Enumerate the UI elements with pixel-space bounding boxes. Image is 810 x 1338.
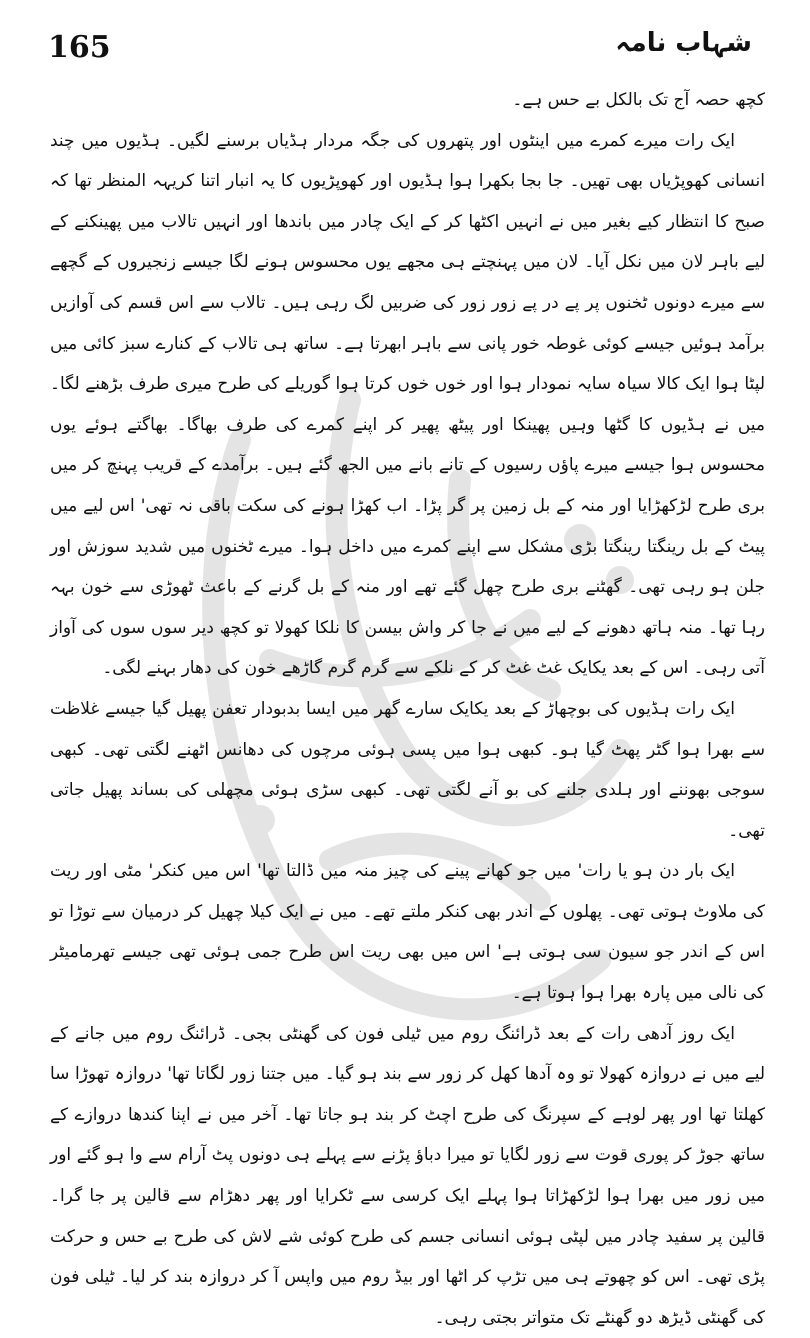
paragraph: ایک بار دن ہو یا رات' میں جو کھانے پینے کی چیز منہ میں ڈالتا تھا' اس میں کنکر' مٹی اور ریت کی ملاوٹ ہوتی تھی۔ پھلوں کے اندر بھی کنکر ملتے تھے۔ میں نے ایک کیلا چھیل کر درمیان سے توڑا تو اس کے اندر جو سیون سی ہوتی ہے' اس میں بھی ریت اس طرح جمی ہوئی تھی جیسے تھرمامیٹر کی نالی میں پارہ بھرا ہوا ہوتا ہے۔ [50,861,765,1004]
paragraph: ایک روز آدھی رات کے بعد ڈرائنگ روم میں ٹیلی فون کی گھنٹی بجی۔ ڈرائنگ روم میں جانے کے لیے میں نے دروازہ کھولا تو وہ آدھا کھل کر زور سے بند ہو گیا۔ میں جتنا زور لگاتا تھا' دروازہ تھوڑا سا کھلتا تھا اور پھر لوہے کے سپرنگ کی طرح اچٹ کر بند ہو جاتا تھا۔ آخر میں نے اپنا کندھا دروازے کے ساتھ جوڑ کر پوری قوت سے زور لگایا تو میرا دباؤ پڑنے سے پہلے ہی دونوں پٹ آرام سے وا ہو گئے اور میں زور میں بھرا ہوا لڑکھڑاتا ہوا پہلے ایک کرسی سے ٹکرایا اور پھر دھڑام سے قالین پر جا گرا۔ قالین پر سفید چادر میں لپٹی ہوئی انسانی جسم کی طرح کوئی شے لاش کی طرح بے حس و حرکت پڑی تھی۔ اس کو چھوتے ہی میں تڑپ کر اٹھا اور بیڈ روم میں واپس آ کر دروازہ بند کر لیا۔ ٹیلی فون کی گھنٹی ڈیڑھ دو گھنٹے تک متواتر بجتی رہی۔ [50,1023,765,1328]
paragraph: ایک رات ہڈیوں کی بوچھاڑ کے بعد یکایک سارے گھر میں ایسا بدبودار تعفن پھیل گیا جیسے غلاظت سے بھرا ہوا گٹر پھٹ گیا ہو۔ کبھی ہوا میں پسی ہوئی مرچوں کی دھانس اٹھنے لگتی تھی۔ کبھی سوجی بھوننے اور ہلدی جلنے کی بو آنے لگتی تھی۔ کبھی سڑی ہوئی مچھلی کی بساند پھیل جاتی تھی۔ [50,698,765,841]
paragraph: ایک رات میرے کمرے میں اینٹوں اور پتھروں کی جگہ مردار ہڈیاں برسنے لگیں۔ ہڈیوں میں چند انسانی کھوپڑیاں بھی تھیں۔ جا بجا بکھرا ہوا ہڈیوں اور کھوپڑیوں کا یہ انبار اتنا کریہہ المنظر تھا کہ صبح کا انتظار کیے بغیر میں نے انہیں اکٹھا کر کے ایک چادر میں باندھا اور انہیں تالاب میں پھینکنے کے لیے باہر لان میں نکل آیا۔ لان میں پہنچتے ہی مجھے یوں محسوس ہونے لگا جیسے زنجیروں کے گچھے سے میرے دونوں ٹخنوں پر پے در پے زور زور کی ضربیں لگ رہی ہیں۔ تالاب سے اس قسم کی آوازیں برآمد ہوئیں جیسے کوئی غوطہ خور پانی سے باہر ابھرتا ہے۔ ساتھ ہی تالاب کے کنارے سبز کائی میں لپٹا ہوا ایک کالا سیاہ سایہ نمودار ہوا اور خوں خوں کرتا ہوا گوریلے کی طرح میری طرف بڑھنے لگا۔ میں نے ہڈیوں کا گٹھا وہیں پھینکا اور پیٹھ پھیر کر اپنے کمرے کی طرف بھاگا۔ بھاگتے ہوئے یوں محسوس ہوا جیسے میرے پاؤں رسیوں کے تانے بانے میں الجھ گئے ہیں۔ برآمدے کے قریب پہنچ کر میں بری طرح لڑکھڑایا اور منہ کے بل زمین پر گر پڑا۔ اب کھڑا ہونے کی سکت باقی نہ تھی' اس لیے میں پیٹ کے بل رینگتا رینگتا بڑی مشکل سے اپنے کمرے میں داخل ہوا۔ میرے ٹخنوں میں شدید سوزش اور جلن ہو رہی تھی۔ گھٹنے بری طرح چھل گئے تھے اور منہ کے بل گرنے کے باعث ٹھوڑی سے خون بہہ رہا تھا۔ منہ ہاتھ دھونے کے لیے میں نے جا کر واش بیسن کا نلکا کھولا تو کچھ دیر سوں سوں کی آواز آتی رہی۔ اس کے بعد یکایک غٹ غٹ کر کے نلکے سے گرم گرم گاڑھے خون کی دھار بہنے لگی۔ [50,130,765,679]
running-title: شہاب نامہ [615,28,752,58]
body-text [50,80,765,1338]
page-number: 165 [48,30,111,65]
paragraph: کچھ حصہ آج تک بالکل بے حس ہے۔ [512,90,765,110]
